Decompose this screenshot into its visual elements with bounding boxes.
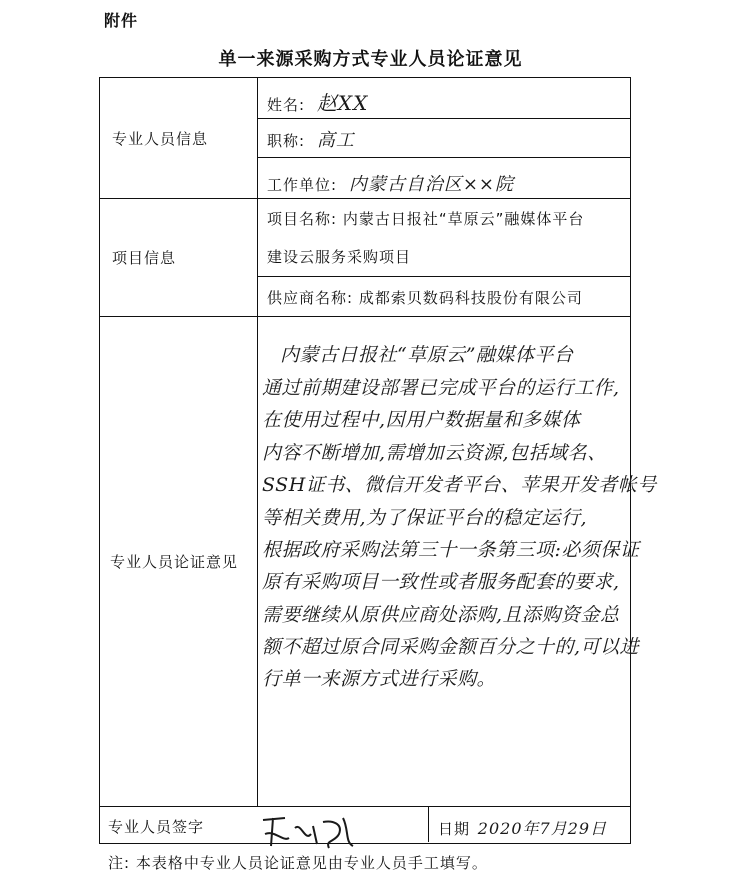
opinion-line: 内容不断增加,需增加云资源,包括域名、: [262, 442, 607, 464]
date-value: 2020年7月29日: [477, 819, 608, 838]
footnote: 注: 本表格中专业人员论证意见由专业人员手工填写。: [108, 854, 488, 872]
workplace-label: 工作单位:: [267, 176, 338, 194]
document-title: 单一来源采购方式专业人员论证意见: [218, 49, 523, 70]
name-value: 赵XX: [316, 91, 369, 115]
attachment-label: 附件: [104, 11, 139, 30]
workplace-value: 内蒙古自治区××院: [348, 174, 515, 195]
row-divider-opinion: [99, 806, 630, 807]
name-label: 姓名:: [267, 96, 306, 114]
opinion-line: 原有采购项目一致性或者服务配套的要求,: [262, 571, 620, 593]
subrow-divider: [257, 118, 630, 119]
subrow-divider: [257, 157, 630, 158]
date-field: [438, 816, 607, 839]
handwritten-signature: [255, 812, 365, 852]
signature-label: 专业人员签字: [108, 818, 205, 836]
title-value: 高工: [316, 130, 355, 151]
project-info-label: 项目信息: [112, 249, 177, 267]
opinion-line: 额不超过原合同采购金额百分之十的,可以进: [262, 636, 640, 658]
project-name-line2: 建设云服务采购项目: [267, 248, 412, 266]
opinion-line: 需要继续从原供应商处添购,且添购资金总: [262, 604, 620, 626]
opinion-line: 内蒙古日报社“草原云”融媒体平台: [280, 344, 574, 366]
date-divider: [428, 806, 429, 842]
workplace-field: [267, 170, 514, 196]
opinion-line: 根据政府采购法第三十一条第三项:必须保证: [262, 539, 640, 561]
opinion-label: 专业人员论证意见: [110, 553, 239, 571]
opinion-line: 在使用过程中,因用户数据量和多媒体: [262, 409, 581, 431]
column-divider: [257, 77, 258, 806]
subrow-divider: [257, 276, 630, 277]
project-name-line1: 项目名称: 内蒙古日报社“草原云”融媒体平台: [267, 210, 585, 228]
row-divider-project: [99, 316, 630, 317]
opinion-line: SSH证书、微信开发者平台、苹果开发者帐号: [262, 474, 657, 496]
row-divider-expert: [99, 198, 630, 199]
opinion-line: 等相关费用,为了保证平台的稳定运行,: [262, 507, 588, 529]
expert-info-label: 专业人员信息: [112, 130, 209, 148]
opinion-line: 行单一来源方式进行采购。: [262, 668, 497, 690]
title-field: [267, 126, 355, 152]
supplier-field: 供应商名称: 成都索贝数码科技股份有限公司: [267, 289, 583, 307]
name-field: [267, 87, 368, 116]
title-label: 职称:: [267, 132, 306, 150]
opinion-line: 通过前期建设部署已完成平台的运行工作,: [262, 377, 620, 399]
date-label: 日期: [438, 820, 471, 838]
